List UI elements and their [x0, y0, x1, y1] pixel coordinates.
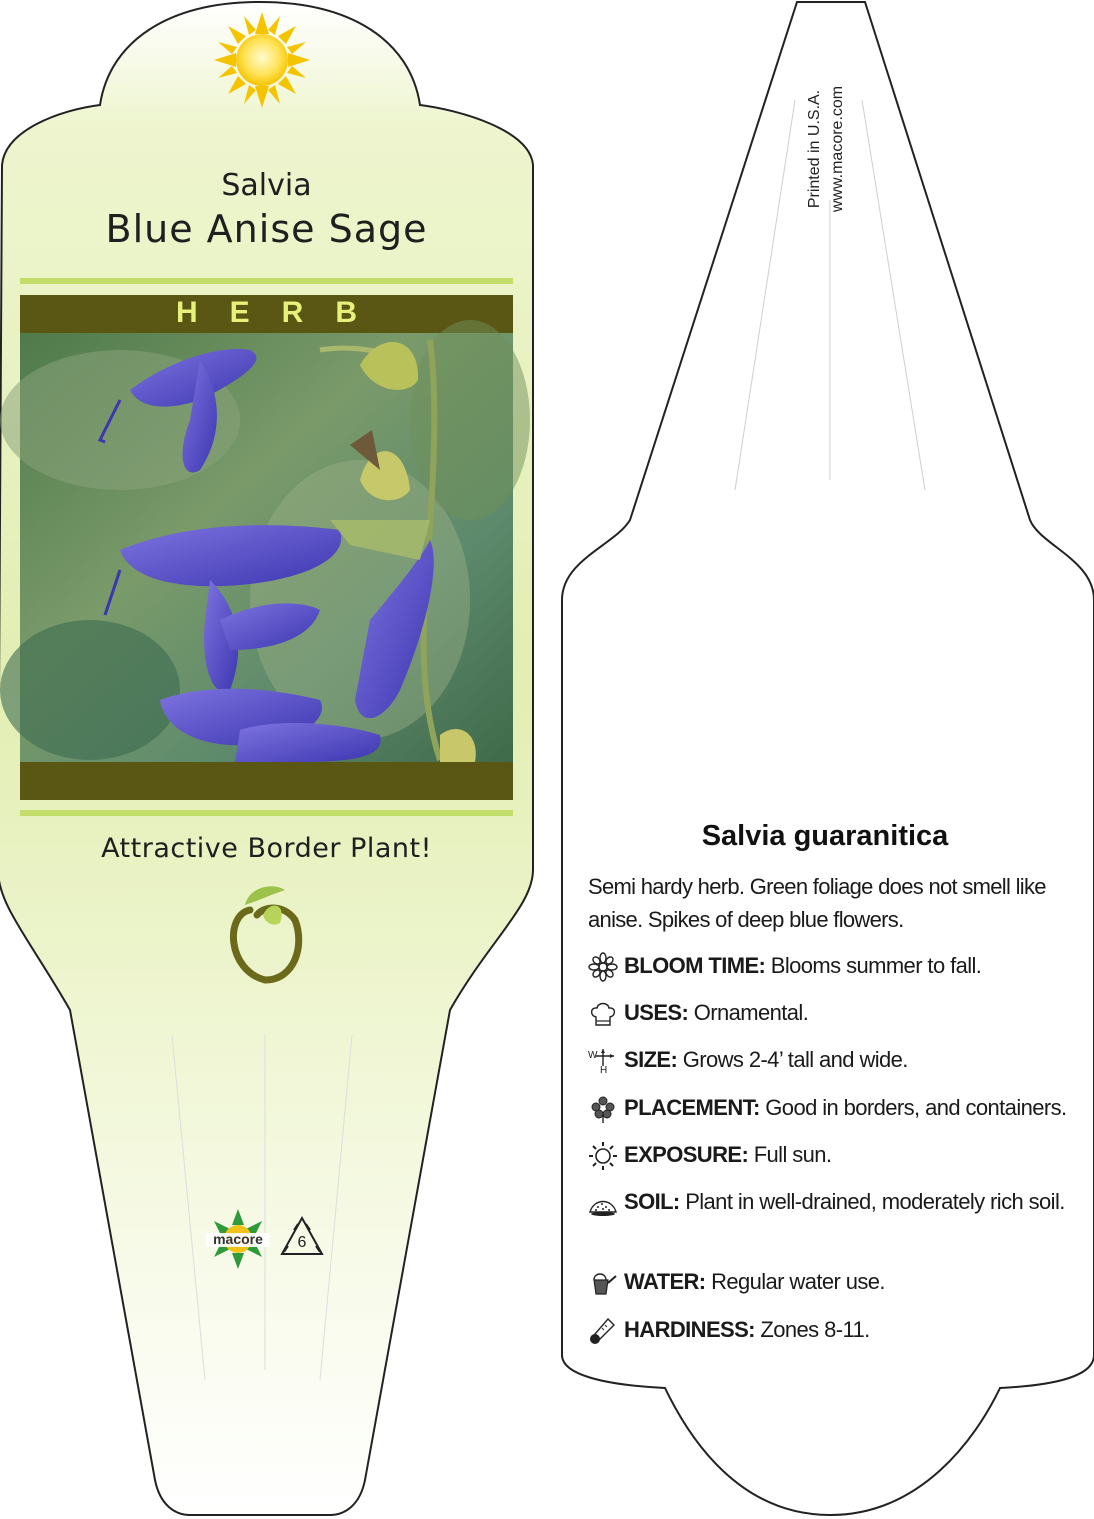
water-label: WATER: — [624, 1269, 706, 1294]
bloom-time-label: BLOOM TIME: — [624, 953, 766, 978]
size-w-letter: W — [588, 1050, 597, 1062]
uses-label: USES: — [624, 1000, 689, 1025]
printed-in-label: Printed in U.S.A. — [806, 89, 823, 209]
size-arrows-icon — [588, 1046, 618, 1076]
common-name-title: Blue Anise Sage — [105, 207, 428, 251]
uses-value: Ornamental. — [693, 1000, 809, 1025]
brand-name: macore — [213, 1231, 263, 1247]
hardiness-value: Zones 8-11. — [760, 1317, 870, 1342]
size-h-letter: H — [600, 1065, 607, 1077]
soil-label: SOIL: — [624, 1189, 680, 1214]
placement-value: Good in borders, and containers. — [765, 1095, 1067, 1120]
uses-row — [588, 997, 1068, 1029]
water-value: Regular water use. — [711, 1269, 885, 1294]
bloom-time-row — [588, 950, 1068, 982]
accent-line-top — [20, 278, 513, 284]
exposure-label: EXPOSURE: — [624, 1142, 749, 1167]
watering-can-icon — [588, 1268, 618, 1298]
sun-icon — [214, 12, 310, 108]
water-row — [588, 1266, 1068, 1298]
bottom-band — [20, 762, 513, 800]
plant-photo — [0, 320, 530, 762]
soil-mound-icon — [588, 1188, 618, 1218]
size-value: Grows 2-4’ tall and wide. — [682, 1047, 908, 1072]
chef-hat-icon — [588, 999, 618, 1029]
tagline: Attractive Border Plant! — [101, 833, 432, 864]
sun-outline-icon — [588, 1141, 618, 1171]
size-label: SIZE: — [624, 1047, 678, 1072]
soil-row — [588, 1186, 1068, 1218]
thermometer-icon — [588, 1316, 618, 1346]
hardiness-label: HARDINESS: — [624, 1317, 755, 1342]
size-row — [588, 1044, 1068, 1076]
exposure-row — [588, 1139, 1068, 1171]
exposure-value: Full sun. — [753, 1142, 832, 1167]
hardiness-row — [588, 1314, 1068, 1346]
soil-value: Plant in well-drained, moderately rich soil. — [685, 1189, 1065, 1214]
recycle-code: 6 — [297, 1234, 307, 1251]
placement-row — [588, 1092, 1068, 1124]
bloom-time-value: Blooms summer to fall. — [770, 953, 982, 978]
accent-line-bottom — [20, 810, 513, 816]
plant-cluster-icon — [588, 1094, 618, 1124]
botanical-name: Salvia guaranitica — [701, 820, 949, 852]
description: Semi hardy herb. Green foliage does not smell like anise. Spikes of deep blue flowers. — [588, 874, 1046, 932]
placement-label: PLACEMENT: — [624, 1095, 760, 1120]
flower-icon — [588, 952, 618, 982]
genus-label: Salvia — [221, 168, 312, 203]
website-label: www.macore.com — [829, 85, 846, 213]
category-label: HERB — [175, 296, 389, 329]
